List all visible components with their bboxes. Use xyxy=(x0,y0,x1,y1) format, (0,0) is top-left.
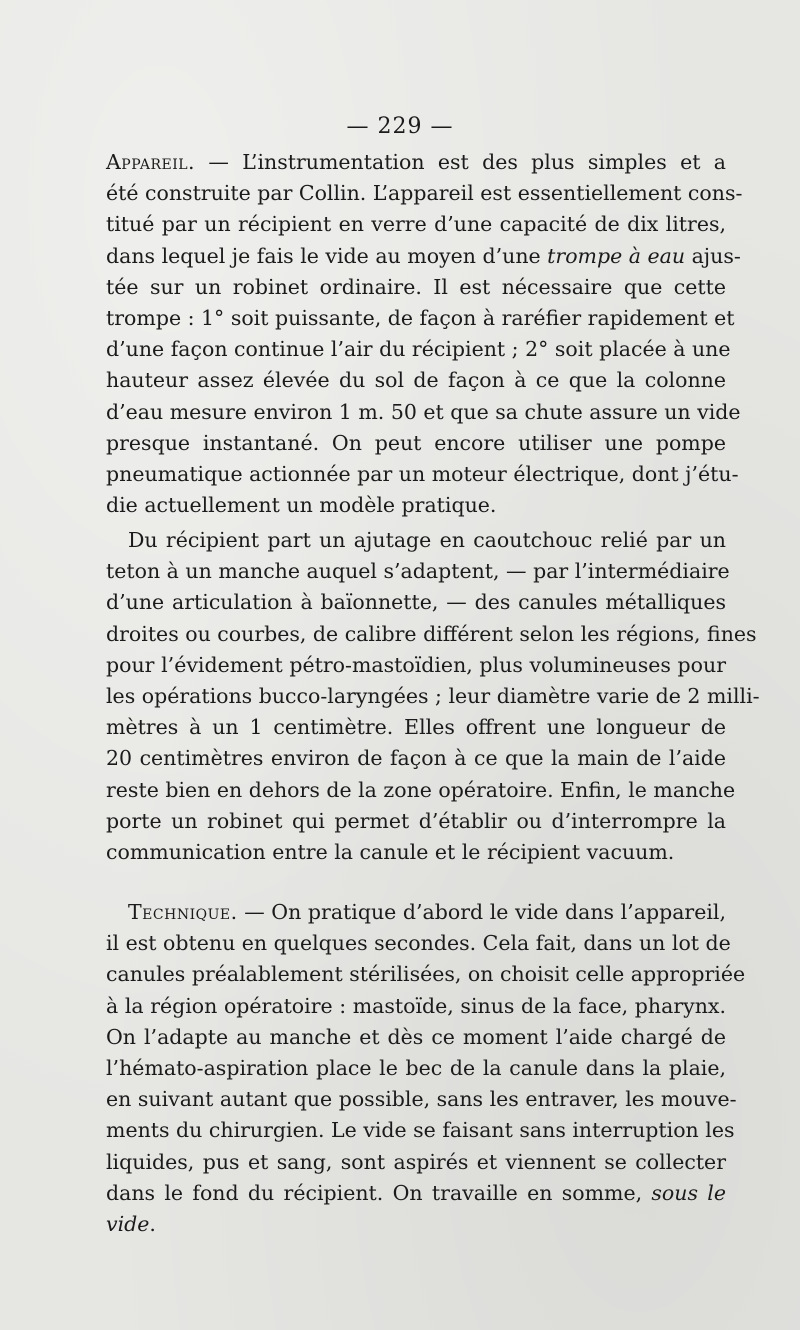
line-text: Du récipient part un ajutage en caoutchouc relié par un xyxy=(128,528,726,552)
paragraph-technique xyxy=(106,897,746,1240)
line-text: presque instantané. On peut encore utiliser une pompe xyxy=(106,430,726,455)
line-text: — On pratique d’abord le vide dans l’appareil, xyxy=(237,900,726,924)
line-text: d’eau mesure environ 1 m. 50 et que sa chute assure un vide xyxy=(106,399,741,424)
line-text: titué par un récipient en verre d’une capacité de dix litres, xyxy=(106,212,726,237)
paragraph-appareil xyxy=(106,147,743,521)
paragraph-line xyxy=(106,241,741,272)
paragraph-line xyxy=(106,490,726,521)
line-text: die actuellement un modèle pratique. xyxy=(106,493,497,518)
paragraph-line xyxy=(106,1209,726,1240)
paragraph-line xyxy=(106,837,726,868)
paragraph-line xyxy=(106,1053,726,1084)
line-text: pour l’évidement pétro-mastoïdien, plus volumineuses pour xyxy=(106,652,726,677)
paragraph-line xyxy=(106,459,739,490)
line-text: à la région opératoire : mastoïde, sinus de la face, pharynx. xyxy=(106,993,726,1018)
italic-term: vide xyxy=(106,1212,150,1237)
line-text: dans lequel je fais le vide au moyen d’une xyxy=(106,243,548,268)
paragraph-line xyxy=(106,1022,726,1053)
line-text: canules préalablement stérilisées, on choisit celle appropriée xyxy=(106,962,746,987)
paragraph-line xyxy=(106,743,726,774)
line-text: ments du chirurgien. Le vide se faisant sans interruption les xyxy=(106,1118,735,1143)
line-text: 20 centimètres environ de façon à ce que la main de l’aide xyxy=(106,746,726,771)
paragraph-line xyxy=(106,428,726,459)
section-heading-technique: Technique. xyxy=(128,900,238,924)
line-text: d’une articulation à baïonnette, — des canules métalliques xyxy=(106,590,726,615)
paragraph-line xyxy=(106,209,726,240)
line-text: hauteur assez élevée du sol de façon à ce que la colonne xyxy=(106,368,726,393)
line-text: tée sur un robinet ordinaire. Il est nécessaire que cette xyxy=(106,274,726,299)
paragraph-line xyxy=(106,897,726,928)
paragraph-line xyxy=(106,775,736,806)
line-text: . xyxy=(149,1212,156,1237)
line-text: porte un robinet qui permet d’établir ou d’interrompre la xyxy=(106,808,726,833)
line-text: trompe : 1° soit puissante, de façon à raréfier rapidement et xyxy=(106,306,735,331)
paragraph-line xyxy=(106,650,726,681)
line-text: il est obtenu en quelques secondes. Cela fait, dans un lot de xyxy=(106,931,731,956)
line-text: mètres à un 1 centimètre. Elles offrent une longueur de xyxy=(106,715,726,740)
paragraph-line xyxy=(106,272,726,303)
paragraph-line xyxy=(106,619,757,650)
line-text: liquides, pus et sang, sont aspirés et viennent se collecter xyxy=(106,1149,726,1174)
paragraph-line xyxy=(106,178,743,209)
paragraph-line xyxy=(106,1147,726,1178)
paragraph-line xyxy=(106,928,731,959)
line-text: pneumatique actionnée par un moteur électrique, dont j’étu- xyxy=(106,462,739,487)
paragraph-line xyxy=(106,397,741,428)
line-text: communication entre la canule et le récipient vacuum. xyxy=(106,840,675,865)
paragraph-recipient xyxy=(106,525,760,868)
italic-term: sous le xyxy=(651,1180,726,1205)
italic-term: trompe à eau xyxy=(547,243,686,268)
paragraph-line xyxy=(106,147,726,178)
line-text: en suivant autant que possible, sans les entraver, les mouve- xyxy=(106,1087,737,1112)
line-text: les opérations bucco-laryngées ; leur diamètre varie de 2 milli- xyxy=(106,684,760,709)
paragraph-line xyxy=(106,525,726,556)
line-text: reste bien en dehors de la zone opératoire. Enfin, le manche xyxy=(106,777,736,802)
line-text: d’une façon continue l’air du récipient ; 2° soit placée à une xyxy=(106,337,731,362)
line-text: droites ou courbes, de calibre différent selon les régions, fines xyxy=(106,621,757,646)
line-text: — L’instrumentation est des plus simples et a xyxy=(195,150,726,174)
paragraph-line xyxy=(106,681,760,712)
paragraph-line xyxy=(106,712,726,743)
line-text: On l’adapte au manche et dès ce moment l’aide chargé de xyxy=(106,1024,726,1049)
line-text: dans le fond du récipient. On travaille en somme, xyxy=(106,1180,652,1205)
paragraph-line xyxy=(106,1084,737,1115)
line-text: été construite par Collin. L’appareil est essentiellement cons- xyxy=(106,181,743,206)
page-number: — 229 — xyxy=(346,114,454,139)
paragraph-line xyxy=(106,959,746,990)
paragraph-line xyxy=(106,334,731,365)
paragraph-line xyxy=(106,365,726,396)
paragraph-line xyxy=(106,1178,726,1209)
paragraph-line xyxy=(106,556,730,587)
paragraph-line xyxy=(106,806,726,837)
paragraph-line xyxy=(106,991,726,1022)
paragraph-line xyxy=(106,303,735,334)
section-heading-appareil: Appareil. xyxy=(106,150,196,174)
line-text: ajus- xyxy=(685,243,741,268)
paragraph-line xyxy=(106,587,726,618)
line-text: teton à un manche auquel s’adaptent, — par l’intermédiaire xyxy=(106,559,730,584)
paragraph-line xyxy=(106,1115,735,1146)
line-text: l’hémato-aspiration place le bec de la canule dans la plaie, xyxy=(106,1056,726,1081)
